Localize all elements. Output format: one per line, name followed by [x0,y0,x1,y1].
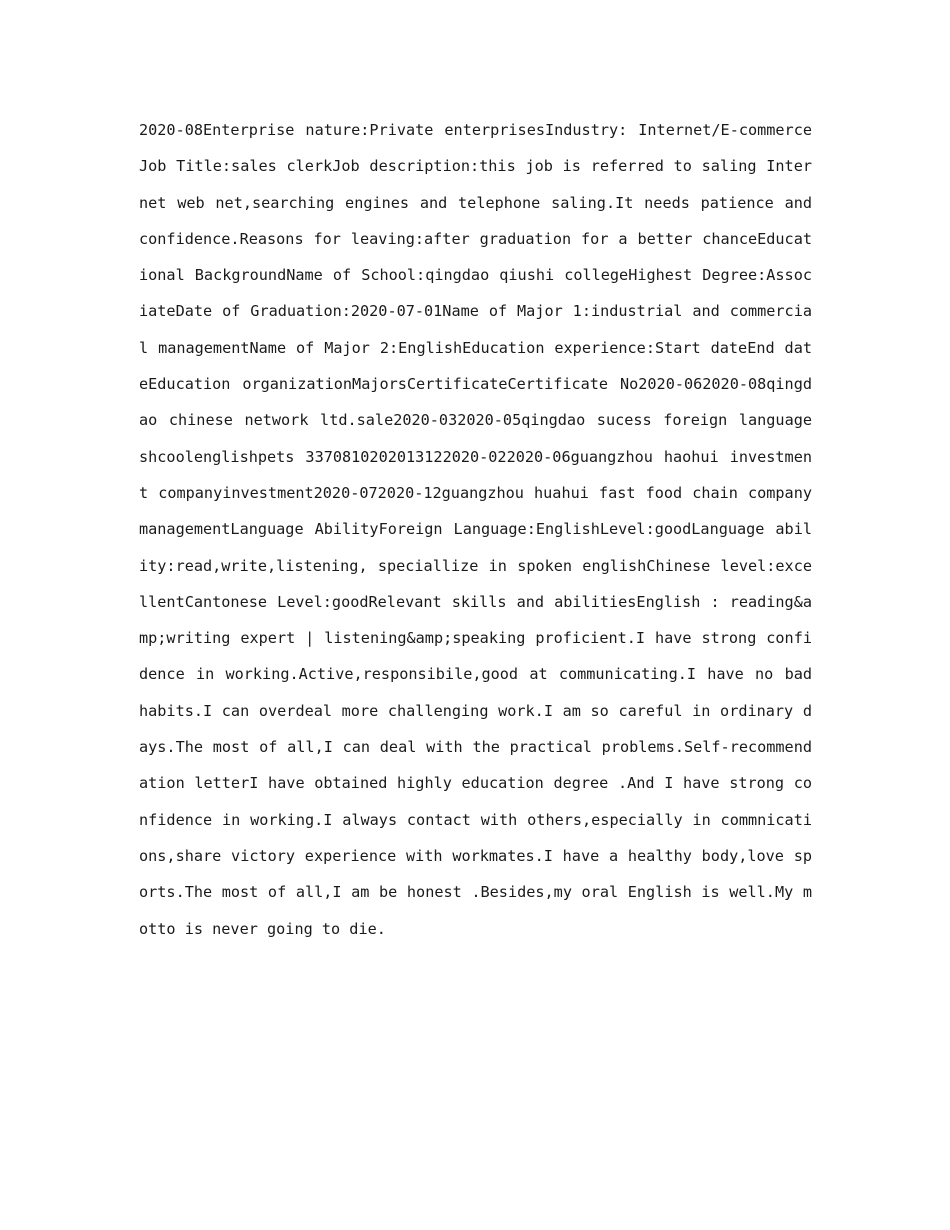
document-body-text: 2020-08Enterprise nature:Private enterprisesIndustry: Internet/E-commerceJob Title:sales clerkJob description:this job is referred to saling Internet web net,searching engines and telephone saling.It needs patience and confidence.Reasons for leaving:after graduation for a better chanceEducational BackgroundName of School:qingdao qiushi collegeHighest Degree:AssociateDate of Graduation:2020-07-01Name of Major 1:industrial and commercial managementName of Major 2:EnglishEducation experience:Start dateEnd dateEducation organizationMajorsCertificateCertificate No2020-062020-08qingdao chinese network ltd.sale2020-032020-05qingdao sucess foreign language shcoolenglishpets 3370810202013122020-022020-06guangzhou haohui investment companyinvestment2020-072020-12guangzhou huahui fast food chain companymanagementLanguage AbilityForeign Language:EnglishLevel:goodLanguage ability:read,write,listening, speciallize in spoken englishChinese level:excellentCantonese Level:goodRelevant skills and abilitiesEnglish : reading&amp;writing expert | listening&amp;speaking proficient.I have strong confidence in working.Active,responsibile,good at communicating.I have no bad habits.I can overdeal more challenging work.I am so careful in ordinary days.The most of all,I can deal with the practical problems.Self-recommendation letterI have obtained highly education degree .And I have strong confidence in working.I always contact with others,especially in commnications,share victory experience with workmates.I have a healthy body,love sports.The most of all,I am be honest .Besides,my oral English is well.My motto is never going to die. [139,121,812,938]
